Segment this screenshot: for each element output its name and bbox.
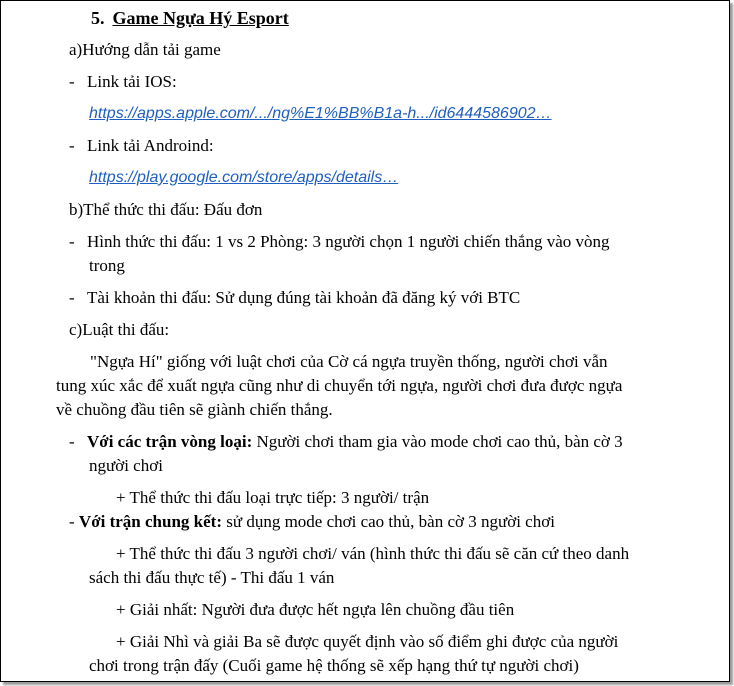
part-b-heading bbox=[69, 198, 262, 222]
final-sub-1-line-2: sách thi đấu thực tế) - Thi đấu 1 ván bbox=[89, 568, 335, 587]
android-label-line bbox=[69, 134, 214, 158]
final-text: sử dụng mode chơi cao thủ, bàn cờ 3 người chơi bbox=[221, 512, 555, 531]
final-sub-3-line-2: chơi trong trận đấy (Cuối game hệ thống sẽ xếp hạng thứ tự người chơi) bbox=[89, 656, 579, 675]
qualifier-text: Người chơi tham gia vào mode chơi cao thủ, bàn cờ 3 bbox=[252, 432, 623, 451]
section-number: 5. bbox=[91, 8, 105, 28]
qualifier-sub-item: + Thể thức thi đấu loại trực tiếp: 3 người/ trận bbox=[116, 488, 430, 507]
rules-paragraph-line-2: tung xúc xắc để xuất ngựa cũng như di chuyển tới ngựa, người chơi đưa được ngựa bbox=[56, 376, 623, 395]
android-download-link[interactable]: https://play.google.com/store/apps/details… bbox=[89, 169, 399, 186]
qualifier-line-2: người chơi bbox=[89, 456, 163, 475]
qualifier-line-1 bbox=[69, 430, 623, 454]
rules-paragraph-line-3: về chuồng đầu tiên sẽ giành chiến thắng. bbox=[56, 400, 333, 419]
format-line-1 bbox=[69, 230, 610, 254]
final-prefix: - bbox=[69, 512, 79, 531]
section-heading bbox=[91, 6, 289, 30]
bullet-dash: - bbox=[69, 432, 75, 451]
part-b-label: b) bbox=[69, 200, 84, 219]
section-title: Game Ngựa Hý Esport bbox=[112, 8, 289, 28]
android-link-line bbox=[89, 165, 398, 190]
part-a-heading bbox=[69, 38, 221, 62]
ios-link-line bbox=[89, 101, 552, 126]
part-c-title: Luật thi đấu: bbox=[82, 320, 170, 339]
bullet-dash: - bbox=[69, 288, 75, 307]
part-a-label: a) bbox=[69, 40, 83, 59]
part-c-heading bbox=[69, 318, 169, 342]
final-heading: Với trận chung kết: bbox=[78, 512, 222, 531]
ios-download-link[interactable]: https://apps.apple.com/.../ng%E1%BB%B1a-h.../id6444586902… bbox=[89, 105, 552, 122]
final-line bbox=[69, 510, 555, 534]
final-sub-2: + Giải nhất: Người đưa được hết ngựa lên chuồng đầu tiên bbox=[116, 600, 515, 619]
bullet-dash: - bbox=[69, 232, 75, 251]
part-b-title: Thể thức thi đấu: Đấu đơn bbox=[83, 200, 263, 219]
ios-label-line bbox=[69, 70, 177, 94]
account-text: Tài khoản thi đấu: Sử dụng đúng tài khoản đã đăng ký với BTC bbox=[87, 288, 521, 307]
format-text-1: Hình thức thi đấu: 1 vs 2 Phòng: 3 người chọn 1 người chiến thắng vào vòng bbox=[87, 232, 610, 251]
bullet-dash: - bbox=[69, 72, 75, 91]
bullet-dash: - bbox=[69, 136, 75, 155]
document-content bbox=[1, 1, 729, 681]
final-sub-1-line-1: + Thể thức thi đấu 3 người chơi/ ván (hình thức thi đấu sẽ căn cứ theo danh bbox=[116, 544, 630, 563]
account-line bbox=[69, 286, 520, 310]
part-a-title: Hướng dẫn tải game bbox=[82, 40, 221, 59]
final-sub-3-line-1: + Giải Nhì và giải Ba sẽ được quyết định vào số điểm ghi được của người bbox=[116, 632, 619, 651]
ios-label: Link tải IOS: bbox=[87, 72, 177, 91]
part-c-label: c) bbox=[69, 320, 83, 339]
qualifier-heading: Với các trận vòng loại: bbox=[87, 432, 253, 451]
format-line-2: trong bbox=[89, 256, 125, 275]
rules-paragraph-line-1: "Ngựa Hí" giống với luật chơi của Cờ cá ngựa truyền thống, người chơi vẫn bbox=[90, 352, 608, 371]
android-label: Link tải Androind: bbox=[87, 136, 214, 155]
